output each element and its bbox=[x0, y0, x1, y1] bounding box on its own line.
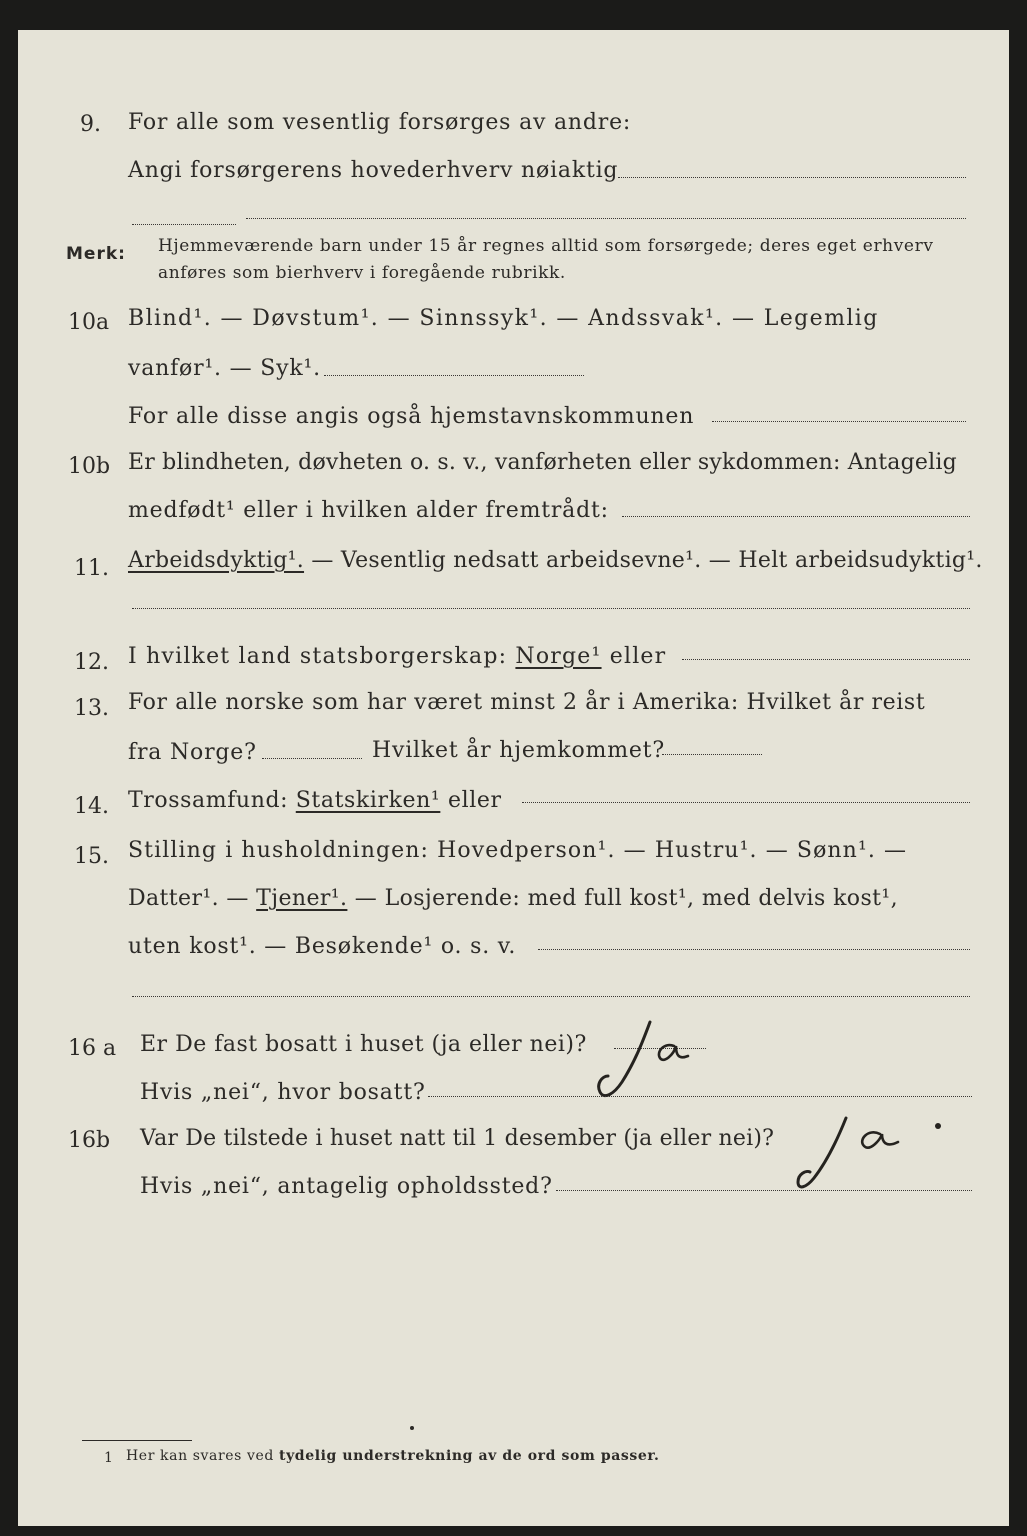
footnote-pre: Her kan svares ved bbox=[126, 1448, 279, 1464]
q14-option-statskirken-underlined: Statskirken¹ bbox=[295, 788, 441, 813]
footnote-text bbox=[126, 1448, 660, 1464]
q15-line2 bbox=[128, 886, 898, 911]
merk-line2: anføres som bierhverv i foregående rubrikk. bbox=[158, 263, 566, 283]
q16b-opholdssted-line bbox=[556, 1190, 972, 1191]
q10a-line3: For alle disse angis også hjemstavnskommunen bbox=[128, 404, 695, 429]
q15-line2b: — Losjerende: med full kost¹, med delvis kost¹, bbox=[347, 886, 899, 911]
q11-number: 11. bbox=[74, 556, 109, 581]
q16a-line2: Hvis „nei“, hvor bosatt? bbox=[140, 1080, 426, 1105]
q9-answer-line bbox=[618, 177, 966, 178]
q14-answer-line bbox=[522, 802, 970, 803]
q15-answer-line bbox=[538, 949, 970, 950]
q12-post: eller bbox=[601, 644, 667, 669]
q16b-line2: Hvis „nei“, antagelig opholdssted? bbox=[140, 1174, 553, 1199]
q11-rest: — Vesentlig nedsatt arbeidsevne¹. — Helt arbeidsudyktig¹. bbox=[304, 548, 983, 573]
q12-pre: I hvilket land statsborgerskap: bbox=[128, 644, 516, 669]
q14-post: eller bbox=[440, 788, 502, 813]
q10b-number: 10b bbox=[68, 454, 111, 479]
q16a-handwritten-ja bbox=[592, 1016, 712, 1106]
q10a-syk-line bbox=[324, 375, 584, 376]
q16b-line1: Var De tilstede i huset natt til 1 desember (ja eller nei)? bbox=[140, 1126, 775, 1151]
q14-line bbox=[128, 788, 502, 813]
q13-line2b: Hvilket år hjemkommet? bbox=[372, 738, 665, 763]
q15-line2a: Datter¹. — bbox=[128, 886, 257, 911]
q13-line2a: fra Norge? bbox=[128, 740, 257, 765]
merk-label: Merk: bbox=[66, 244, 126, 264]
q16a-bosatt-line bbox=[428, 1096, 972, 1097]
footnote-rule bbox=[82, 1440, 192, 1441]
q15-line1: Stilling i husholdningen: Hovedperson¹. — Hustru¹. — Sønn¹. — bbox=[128, 838, 908, 863]
q12-answer-line bbox=[682, 659, 970, 660]
q9-line1: For alle som vesentlig forsørges av andre: bbox=[128, 110, 632, 135]
q9-number: 9. bbox=[80, 112, 101, 137]
q9-extra-line-a bbox=[132, 224, 236, 225]
q13-number: 13. bbox=[74, 696, 109, 721]
q16b-number: 16b bbox=[68, 1128, 111, 1153]
q10b-line1: Er blindheten, døvheten o. s. v., vanførheten eller sykdommen: Antagelig bbox=[128, 450, 957, 475]
q16b-handwritten-ja bbox=[788, 1112, 958, 1202]
q15-extra-line bbox=[132, 996, 970, 997]
q11-line bbox=[128, 548, 983, 573]
q16a-number: 16 a bbox=[68, 1036, 117, 1061]
ink-dot bbox=[410, 1426, 414, 1430]
footnote-bold: tydelig understrekning av de ord som passer. bbox=[279, 1448, 660, 1464]
q10a-line2: vanfør¹. — Syk¹. bbox=[128, 356, 321, 381]
q12-option-norge-underlined: Norge¹ bbox=[515, 644, 602, 669]
q15-option-tjener-underlined: Tjener¹. bbox=[256, 886, 348, 911]
q14-pre: Trossamfund: bbox=[128, 788, 296, 813]
merk-line1: Hjemmeværende barn under 15 år regnes alltid som forsørgede; deres eget erhverv bbox=[158, 236, 934, 256]
q12-line bbox=[128, 644, 666, 669]
q13-line1: For alle norske som har været minst 2 år i Amerika: Hvilket år reist bbox=[128, 690, 926, 715]
q15-number: 15. bbox=[74, 844, 109, 869]
q9-line2: Angi forsørgerens hovederhverv nøiaktig bbox=[128, 158, 619, 183]
q14-number: 14. bbox=[74, 794, 109, 819]
q16a-line1: Er De fast bosatt i huset (ja eller nei)? bbox=[140, 1032, 587, 1057]
q15-line3: uten kost¹. — Besøkende¹ o. s. v. bbox=[128, 934, 517, 959]
q13-hjemkommet-line bbox=[662, 754, 762, 755]
q10a-number: 10a bbox=[68, 310, 110, 335]
q10b-line2: medfødt¹ eller i hvilken alder fremtrådt: bbox=[128, 498, 609, 523]
q11-option-arbeidsdyktig-underlined: Arbeidsdyktig¹. bbox=[128, 548, 305, 573]
footnote-marker: 1 bbox=[104, 1450, 114, 1466]
q12-number: 12. bbox=[74, 650, 109, 675]
q9-extra-line-b bbox=[246, 218, 966, 219]
q10a-kommune-line bbox=[712, 421, 966, 422]
q11-answer-line bbox=[132, 608, 970, 609]
q13-reist-line bbox=[262, 758, 362, 759]
q10a-line1: Blind¹. — Døvstum¹. — Sinnssyk¹. — Andssvak¹. — Legemlig bbox=[128, 306, 879, 331]
q10b-answer-line bbox=[622, 516, 970, 517]
census-form-page bbox=[18, 30, 1009, 1526]
